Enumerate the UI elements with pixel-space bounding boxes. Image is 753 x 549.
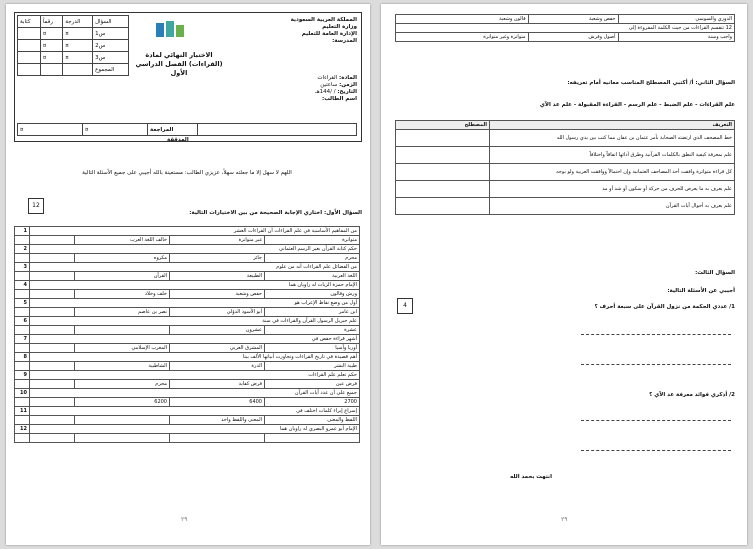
definitions-table (395, 120, 735, 215)
term-answer-cell[interactable] (396, 181, 490, 198)
checker-label: المدققة (167, 137, 189, 143)
option-a[interactable]: اللفظ والمعنى (265, 416, 360, 425)
question-text: الإمام حمزة الزيات له راويان هما (30, 281, 360, 290)
student-name-label: اسم الطالب: (322, 96, 357, 102)
question-text: أول من وضع نقاط الإعراب هو (30, 299, 360, 308)
table-row (15, 236, 360, 245)
option-d[interactable] (30, 434, 75, 443)
option-b[interactable] (170, 434, 265, 443)
table-row (15, 263, 360, 272)
option-d[interactable] (30, 344, 75, 353)
question-number: 12 (15, 425, 30, 434)
review-table: ¤ ¤ المراجعة (17, 123, 357, 136)
question-number: 4 (15, 281, 30, 290)
intro-text: اللهم لا سهل إلا ما جعلته سهلاً، عزيزي الطالب: مستعينة بالله أجيبي على جميع الأسئلة التالية (82, 170, 292, 176)
table-row (396, 198, 735, 215)
table-row (15, 290, 360, 299)
table-row (396, 24, 735, 33)
option-b[interactable]: الطبيعة (170, 272, 265, 281)
q2-terms: علم القراءات - علم الضبط - علم الرسم - القراءة المقبولة - علم عد الآي (539, 102, 735, 108)
right-page-footer: ٢٩ (561, 516, 568, 523)
option-d[interactable] (30, 416, 75, 425)
table-row (396, 147, 735, 164)
table-row (15, 434, 360, 443)
option-c[interactable]: محرم (75, 380, 170, 389)
option-c[interactable]: المغرب الإسلامي (75, 344, 170, 353)
option-d[interactable] (30, 308, 75, 317)
question-text: جميع على أن عدد آيات القرآن (30, 389, 360, 398)
option-b[interactable]: حفص وشعبة (170, 290, 265, 299)
q1-score-box: 12 (28, 198, 44, 214)
answer-line (581, 364, 731, 365)
table-row (15, 389, 360, 398)
definition-text: علم يعرف به ما يعرض للحرف من حركة أو سكون أو شد أو مد (490, 181, 735, 198)
option-d[interactable] (30, 398, 75, 407)
option-a[interactable]: اللغة العربية (265, 272, 360, 281)
exam-title (129, 51, 229, 78)
table-row (15, 371, 360, 380)
option-b[interactable]: المشرق العربي (170, 344, 265, 353)
cont-question: 12 تتقسم القراءات من حيث الكلمة المفروءة إلى (396, 24, 735, 33)
term-answer-cell[interactable] (396, 164, 490, 181)
question-text: إسراع إبراء كلمات اختلف في (30, 407, 360, 416)
option-c[interactable]: خالف اللغة العرب (75, 236, 170, 245)
question-number: 10 (15, 389, 30, 398)
option-d[interactable] (30, 380, 75, 389)
q1-continued-table (395, 14, 735, 42)
score-col-daraja: الدرجة (63, 16, 93, 28)
definition-text: علم بمعرفة كيفية النطق بالكلمات القرآنية وطرق أدائها اتفاقاً واختلافاً (490, 147, 735, 164)
term-answer-cell[interactable] (396, 198, 490, 215)
option-b[interactable]: فرض كفاية (170, 380, 265, 389)
option-c[interactable]: مكروه (75, 254, 170, 263)
left-page-footer: ٢٩ (181, 516, 188, 523)
table-row (15, 326, 360, 335)
option-c[interactable]: الشاطبية (75, 362, 170, 371)
option-c[interactable]: 6200 (75, 398, 170, 407)
option-b[interactable]: الدرة (170, 362, 265, 371)
answer-line (581, 420, 731, 421)
option-c[interactable] (75, 416, 170, 425)
table-row (15, 254, 360, 263)
definition-text: كل قراءة متواترة وافقت أحد المصاحف العثمانية وإن احتمالاً ووافقت العربية ولو بوجه (490, 164, 735, 181)
term-answer-cell[interactable] (396, 130, 490, 147)
score-row-3: س3 (93, 52, 129, 64)
score-table: كتابة رقماً الدرجة السؤال ¤ ¤ س1 ¤ ¤ س2 ¤ ¤ س3 المجموع (17, 15, 129, 76)
question-number: 9 (15, 371, 30, 380)
table-row (15, 380, 360, 389)
q3-subtitle: أجيبي عن الأسئلة التالية: (667, 288, 735, 294)
option-d[interactable] (30, 290, 75, 299)
question-number: 2 (15, 245, 30, 254)
option-b[interactable]: جائز (170, 254, 265, 263)
table-row (396, 33, 735, 42)
cont2-opt-a: واجب وسنة (618, 33, 735, 42)
option-c[interactable] (75, 434, 170, 443)
option-d[interactable] (30, 326, 75, 335)
table-row (396, 130, 735, 147)
option-b[interactable]: غير متواترة (170, 236, 265, 245)
ministry-line-2: وزارة التعليم (322, 24, 357, 30)
table-row (396, 181, 735, 198)
option-b[interactable]: عشرون (170, 326, 265, 335)
term-answer-cell[interactable] (396, 147, 490, 164)
cont-opt-a: الدوري والسوسي (618, 15, 735, 24)
option-a[interactable]: ابن عامر (265, 308, 360, 317)
option-c[interactable]: نصر بن عاصم (75, 308, 170, 317)
option-b[interactable]: أبو الأسود الدؤلي (170, 308, 265, 317)
q3-title: السؤال الثالث: (695, 270, 735, 276)
option-d[interactable] (30, 254, 75, 263)
exam-title-line3: الأول (170, 69, 188, 77)
option-a[interactable]: عشرة (265, 326, 360, 335)
option-c[interactable] (75, 326, 170, 335)
question-number: 1 (15, 227, 30, 236)
table-row (15, 353, 360, 362)
table-row (15, 227, 360, 236)
table-row (15, 308, 360, 317)
question-number: 7 (15, 335, 30, 344)
option-d[interactable] (30, 362, 75, 371)
q3-score-box: 4 (397, 298, 413, 314)
right-exam-page (381, 4, 747, 545)
date-value: / /144هـ (315, 89, 336, 95)
checker-row (17, 137, 357, 147)
table-row (396, 164, 735, 181)
q1-title: السؤال الأول: اختاري الإجابة الصحيحة من بين الاختيارات التالية: (189, 210, 362, 216)
table-row (15, 299, 360, 308)
score-row-total: المجموع (93, 64, 129, 76)
time-value: ساعتين (320, 82, 338, 88)
exam-info (237, 75, 357, 103)
definition-text: علم يعرف به أحوال آيات القرآن (490, 198, 735, 215)
question-text: حكم تعلم علم القراءات (30, 371, 360, 380)
question-text: أشهر قراءة حفص في (30, 335, 360, 344)
option-a[interactable]: ورش وقالون (265, 290, 360, 299)
option-a[interactable] (265, 434, 360, 443)
option-c[interactable]: خلف وخلاد (75, 290, 170, 299)
ministry-lines (237, 17, 357, 45)
table-row (15, 407, 360, 416)
q2-title: السؤال الثاني: أ/ أكتبي المصطلح المناسب معانيه أمام تعريفه: (567, 80, 735, 86)
table-row (15, 398, 360, 407)
q3-question-1: 1/ عددي الحكمة من نزول القرآن على سبعة أحرف ؟ (594, 304, 735, 310)
definition-text: خط المصحف الذي ارتضته الصحابة بأمر عثمان بن عفان مما كتب بين يدي رسول الله (490, 130, 735, 147)
closing-text: انتهت بحمد الله (510, 474, 552, 480)
table-row (15, 245, 360, 254)
time-label: الزمن: (339, 82, 357, 88)
q3-question-2: 2/ أذكري فوائد معرفة عد الآي ؟ (649, 392, 735, 398)
table-row (396, 15, 735, 24)
score-col-raqman: رقماً (40, 16, 62, 28)
question-number: 3 (15, 263, 30, 272)
def-header-term: المصطلح (396, 121, 490, 130)
option-b[interactable]: 6400 (170, 398, 265, 407)
table-row (15, 425, 360, 434)
score-row-2: س2 (93, 40, 129, 52)
question-text: حكم كتابة القرآن بغير الرسم العثماني (30, 245, 360, 254)
score-col-sual: السؤال (93, 16, 129, 28)
subject-label: المادة: (339, 75, 357, 81)
option-a[interactable]: 2700 (265, 398, 360, 407)
option-a[interactable]: محرم (265, 254, 360, 263)
question-number: 5 (15, 299, 30, 308)
answer-line (581, 334, 731, 335)
exam-title-line2: (القراءات) الفصل الدراسي (135, 60, 223, 68)
table-row (15, 416, 360, 425)
cont-opt-b: حفص وشعبة (528, 15, 618, 24)
option-d[interactable] (30, 272, 75, 281)
table-row (15, 317, 360, 326)
exam-header (14, 12, 362, 142)
def-header-definition: التعريف (490, 121, 735, 130)
question-text: علم جبريل الرسول القرآن والقراءات في سنة (30, 317, 360, 326)
question-number: 6 (15, 317, 30, 326)
question-text: من المفاهيم الأساسية في علم القراءات أن القراءات العشر (30, 227, 360, 236)
question-text: أهم قصيدة في تاريخ القراءات وتجاوزت أبياتها الألف بيتا (30, 353, 360, 362)
option-d[interactable] (30, 236, 75, 245)
q1-table (14, 226, 360, 443)
answer-line (581, 450, 731, 451)
date-label: التاريخ: (337, 89, 357, 95)
subject-value: القراءات (317, 75, 338, 81)
table-row (15, 272, 360, 281)
table-row (15, 335, 360, 344)
cont2-opt-b: أصول وفرش (528, 33, 618, 42)
option-a[interactable]: أوربا وآسيا (265, 344, 360, 353)
question-number: 11 (15, 407, 30, 416)
option-a[interactable]: متواترة (265, 236, 360, 245)
ministry-line-1: المملكة العربية السعودية (290, 17, 357, 23)
table-row (15, 362, 360, 371)
ministry-logo (137, 19, 207, 49)
question-text: الإمام أبو عمرو البصري له راويان هما (30, 425, 360, 434)
question-text: من الفضائل علم القراءات أنه من علوم (30, 263, 360, 272)
score-col-kitaba: كتابة (18, 16, 41, 28)
left-exam-page (6, 4, 370, 545)
question-number: 8 (15, 353, 30, 362)
option-a[interactable]: طيبة النشر (265, 362, 360, 371)
review-label: المراجعة (148, 124, 198, 136)
option-b[interactable]: المعنى واللفظ واحد (170, 416, 265, 425)
cont-opt-c: قالون وشعبة (396, 15, 529, 24)
exam-title-line1: الاختبار النهائي لمادة (145, 51, 213, 59)
cont2-opt-c: متواترة وغير متواترة (396, 33, 529, 42)
ministry-line-4: المدرسة: (332, 38, 357, 44)
option-c[interactable]: القرآن (75, 272, 170, 281)
score-row-1: س1 (93, 28, 129, 40)
ministry-line-3: الإدارة العامة للتعليم (301, 31, 357, 37)
table-row (15, 344, 360, 353)
table-row (15, 281, 360, 290)
option-a[interactable]: فرض عين (265, 380, 360, 389)
